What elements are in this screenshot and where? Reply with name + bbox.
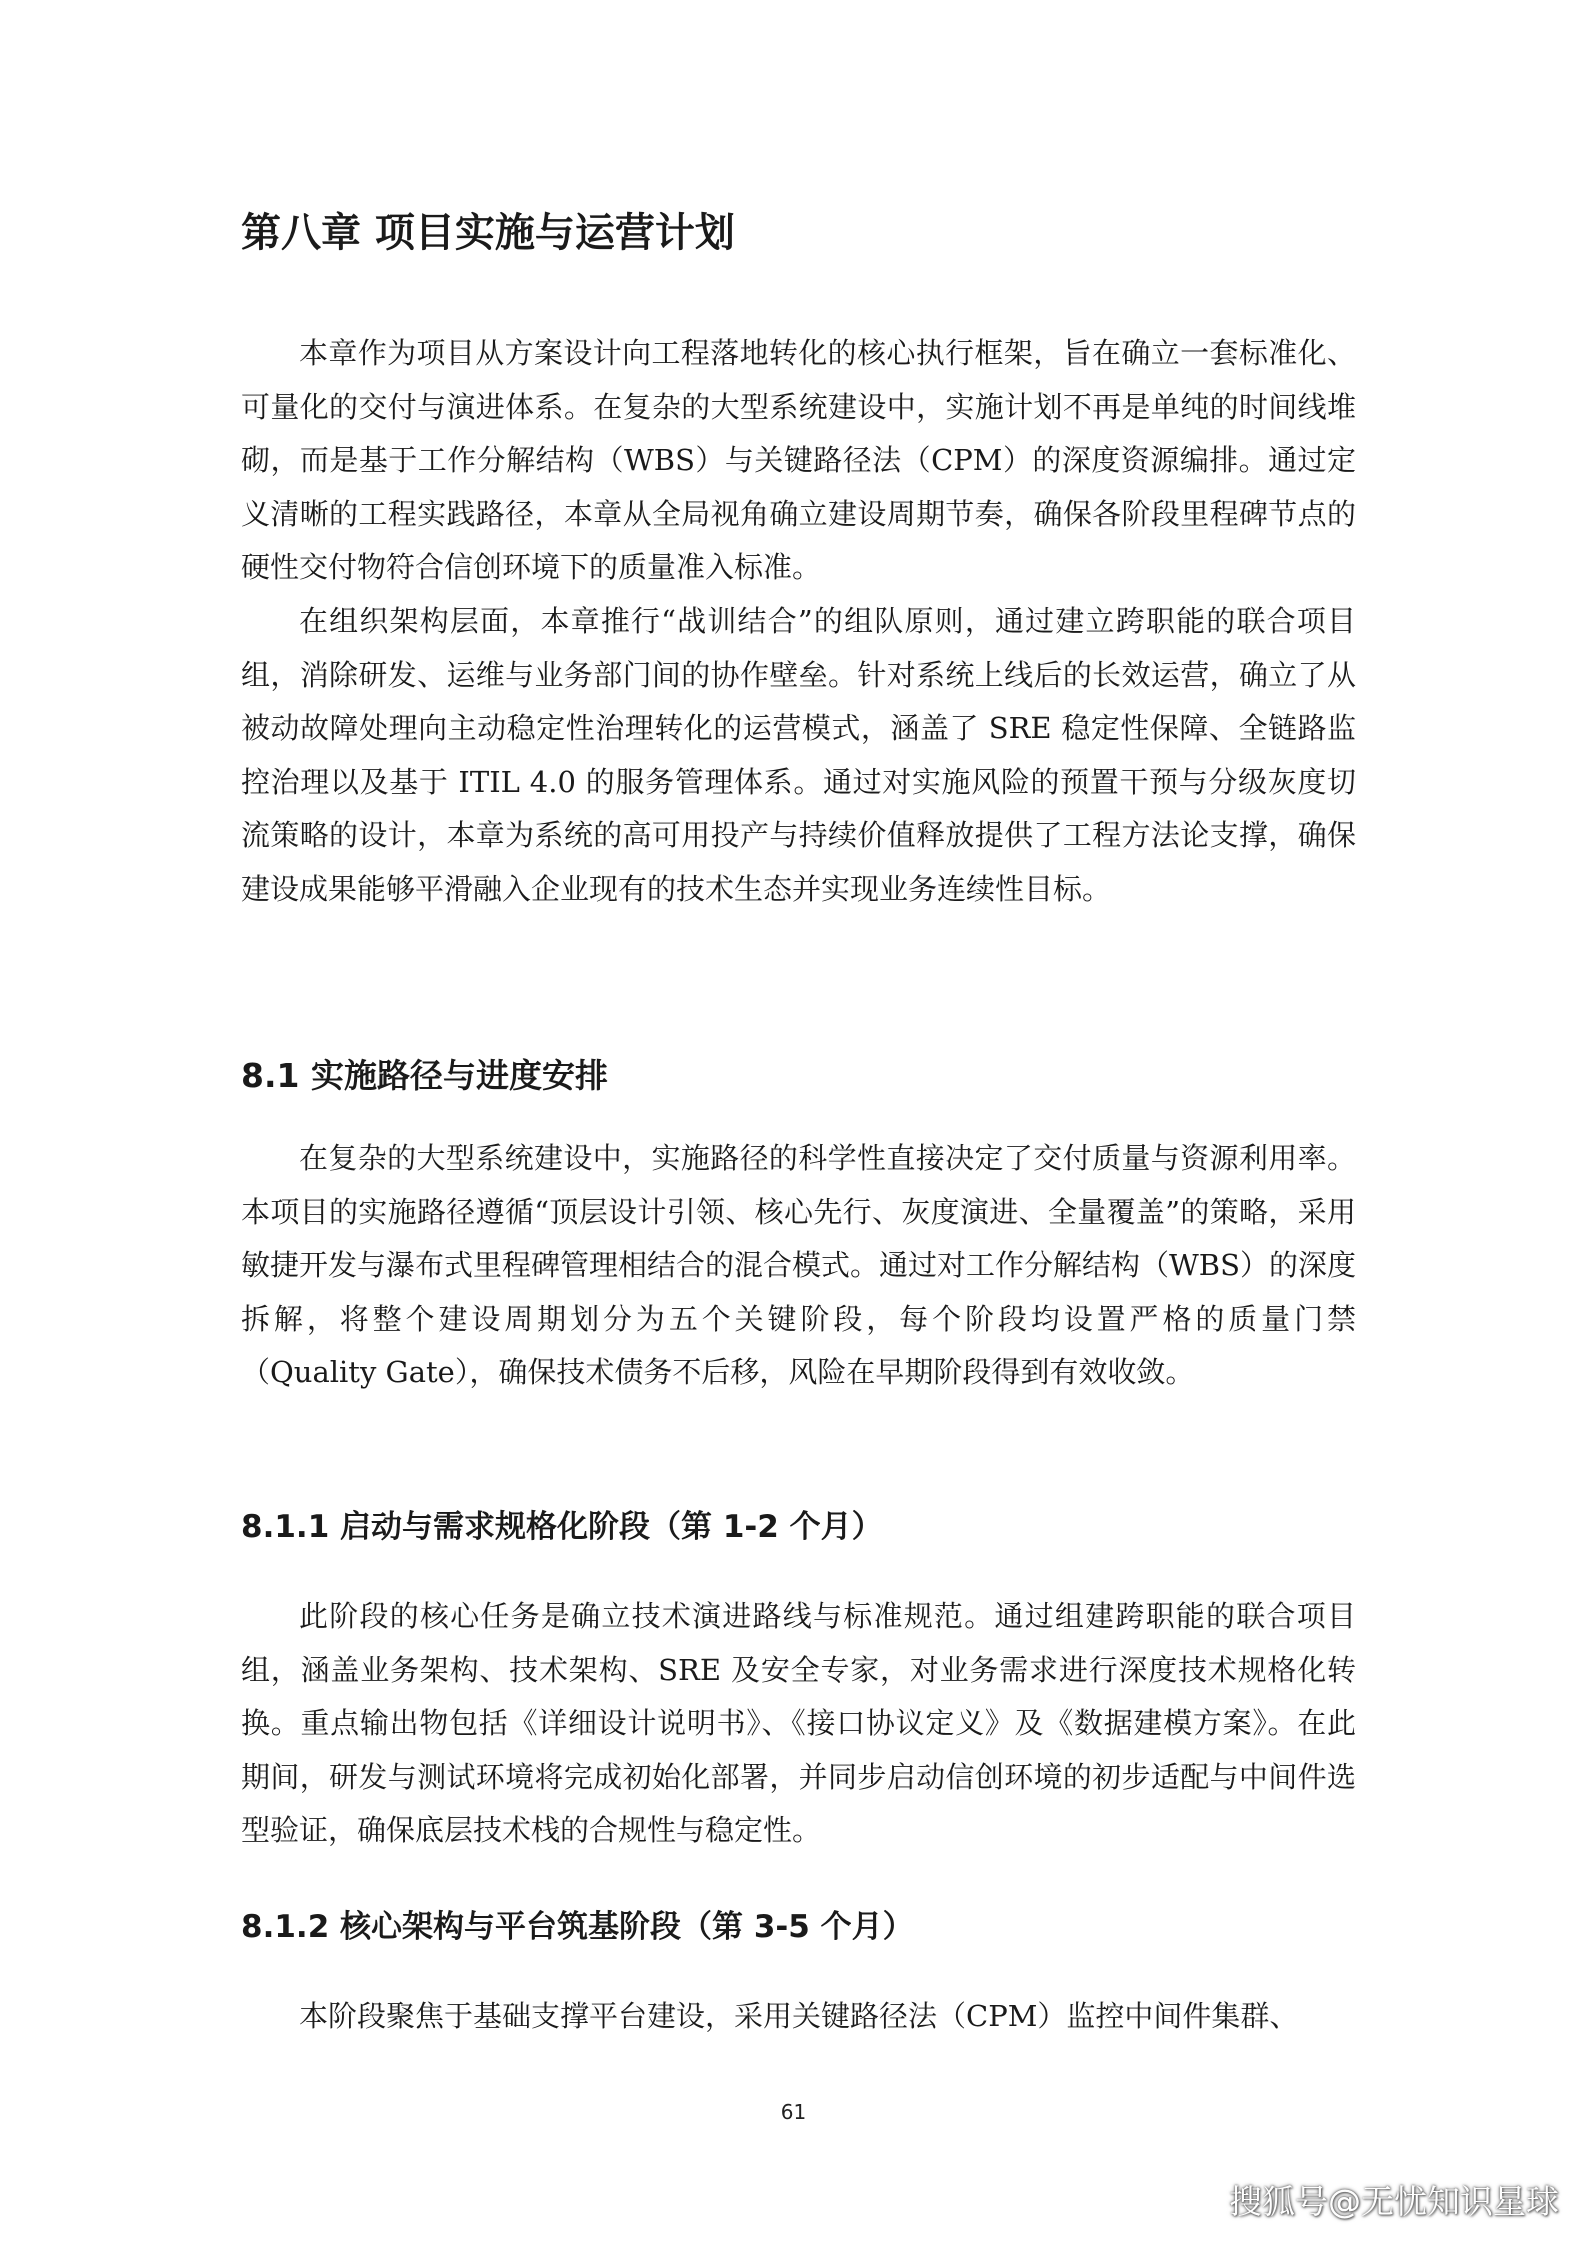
section-heading-8-1: 8.1 实施路径与进度安排 — [241, 1056, 608, 1095]
section-8-1-paragraph: 在复杂的大型系统建设中，实施路径的科学性直接决定了交付质量与资源利用率。本项目的实施路径遵循“顶层设计引领、核心先行、灰度演进、全量覆盖”的策略，采用敏捷开发与瀑布式里程碑管理相结合的混合模式。通过对工作分解结构（WBS）的深度拆解，将整个建设周期划分为五个关键阶段，每个阶段均设置严格的质量门禁（Quality Gate），确保技术债务不后移，风险在早期阶段得到有效收敛。 — [241, 1141, 1356, 1389]
section-heading-8-1-1: 8.1.1 启动与需求规格化阶段（第 1-2 个月） — [241, 1509, 883, 1545]
section-8-1-1-paragraph: 此阶段的核心任务是确立技术演进路线与标准规范。通过组建跨职能的联合项目组，涵盖业务架构、技术架构、SRE 及安全专家，对业务需求进行深度技术规格化转换。重点输出物包括《详细设计说明书》、《接口协议定义》及《数据建模方案》。在此期间，研发与测试环境将完成初始化部署，并同步启动信创环境的初步适配与中间件选型验证，确保底层技术栈的合规性与稳定性。 — [241, 1599, 1356, 1847]
watermark: 搜狐号@无忧知识星球 — [1229, 2182, 1559, 2221]
section-8-1-2-paragraph: 本阶段聚焦于基础支撑平台建设，采用关键路径法（CPM）监控中间件集群、 — [299, 1999, 1299, 2033]
section-heading-8-1-2: 8.1.2 核心架构与平台筑基阶段（第 3-5 个月） — [241, 1909, 914, 1945]
intro-paragraph-1: 本章作为项目从方案设计向工程落地转化的核心执行框架，旨在确立一套标准化、可量化的交付与演进体系。在复杂的大型系统建设中，实施计划不再是单纯的时间线堆砌，而是基于工作分解结构（WBS）与关键路径法（CPM）的深度资源编排。通过定义清晰的工程实践路径，本章从全局视角确立建设周期节奏，确保各阶段里程碑节点的硬性交付物符合信创环境下的质量准入标准。 — [241, 336, 1356, 584]
intro-paragraph-2: 在组织架构层面，本章推行“战训结合”的组队原则，通过建立跨职能的联合项目组，消除研发、运维与业务部门间的协作壁垒。针对系统上线后的长效运营，确立了从被动故障处理向主动稳定性治理转化的运营模式，涵盖了 SRE 稳定性保障、全链路监控治理以及基于 ITIL 4.0 的服务管理体系。通过对实施风险的预置干预与分级灰度切流策略的设计，本章为系统的高可用投产与持续价值释放提供了工程方法论支撑，确保建设成果能够平滑融入企业现有的技术生态并实现业务连续性目标。 — [241, 604, 1356, 906]
page-number: 61 — [780, 2100, 807, 2124]
chapter-title: 第八章 项目实施与运营计划 — [241, 210, 735, 256]
